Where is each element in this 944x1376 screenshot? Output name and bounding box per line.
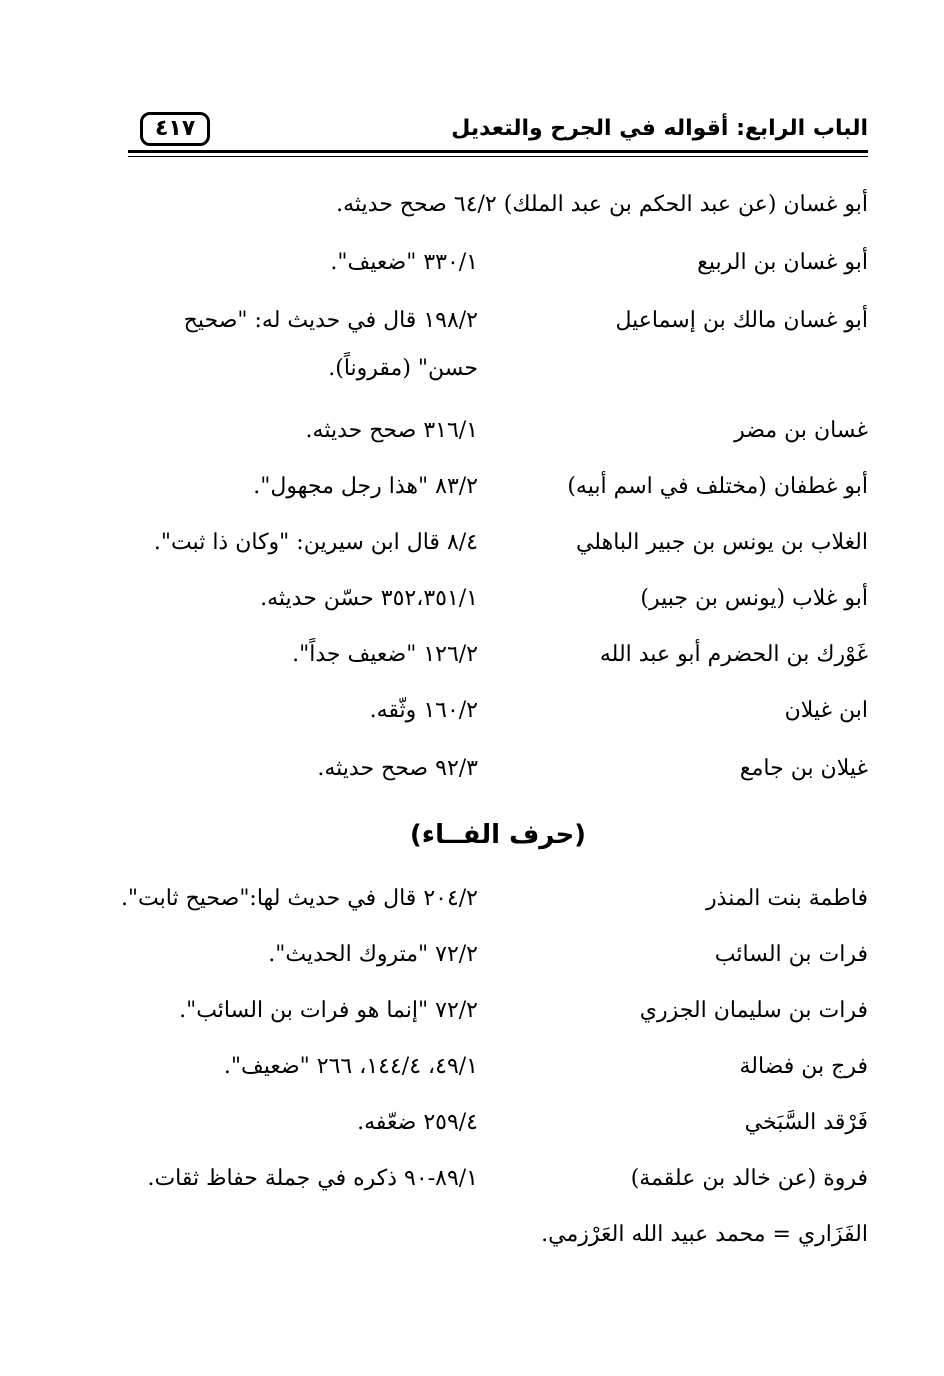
entry-reference: ١٢٦/٢ "ضعيف جداً". xyxy=(292,642,478,667)
entry-row xyxy=(128,470,868,530)
last-line: الفَزَاري = محمد عبيد الله العَرْزمي. xyxy=(541,1222,868,1247)
entry-reference: ٨/٤ قال ابن سيرين: "وكان ذا ثبت". xyxy=(153,530,478,555)
page-number: ٤١٧ xyxy=(140,112,210,146)
entry-row xyxy=(128,1050,868,1110)
entry-reference: ٨٣/٢ "هذا رجل مجهول". xyxy=(253,474,478,499)
entry-reference: ٧٢/٢ "متروك الحديث". xyxy=(268,942,478,967)
entry-name: أبو غسان بن الربيع xyxy=(697,250,868,275)
entry-row xyxy=(128,582,868,642)
entry-reference: ٢٠٤/٢ قال في حديث لها:"صحيح ثابت". xyxy=(120,886,478,911)
entry-name: غسان بن مضر xyxy=(734,418,868,443)
entry-row xyxy=(120,882,868,942)
entry-row xyxy=(128,304,868,414)
entry-row xyxy=(128,638,868,698)
entry-name: ابن غيلان xyxy=(784,698,868,723)
header-rule-thin xyxy=(128,156,868,157)
entry-reference-continued: حسن" (مقروناً). xyxy=(328,356,478,381)
entry-name: فرات بن سليمان الجزري xyxy=(639,998,868,1023)
entry-reference: ٤٩/١، ١٤٤/٤، ٢٦٦ "ضعيف". xyxy=(223,1054,478,1079)
entry-name: فرج بن فضالة xyxy=(739,1054,868,1079)
entry-row xyxy=(128,414,868,474)
entry-name: غَوْرك بن الحضرم أبو عبد الله xyxy=(599,642,868,667)
entry-reference: ٣٣٠/١ "ضعيف". xyxy=(330,250,478,275)
entry-reference: ٢٥٩/٤ ضعّفه. xyxy=(357,1110,478,1135)
entry-row xyxy=(128,1162,868,1222)
entry-reference: ٣٥٢،٣٥١/١ حسّن حديثه. xyxy=(260,586,478,611)
header-rule-thick xyxy=(128,150,868,153)
entry-row xyxy=(128,994,868,1054)
entry-name: أبو غطفان (مختلف في اسم أبيه) xyxy=(567,474,868,499)
entry-name: فروة (عن خالد بن علقمة) xyxy=(630,1166,868,1191)
entry-row xyxy=(128,694,868,754)
entry-reference: ١٩٨/٢ قال في حديث له: "صحيح xyxy=(183,308,478,333)
entry-name: فَرْقد السَّبَخي xyxy=(744,1110,868,1135)
first-line: أبو غسان (عن عبد الحكم بن عبد الملك) ٦٤/٢ صحح حديثه. xyxy=(336,192,868,217)
entry-name: فاطمة بنت المنذر xyxy=(706,886,868,911)
entry-row xyxy=(128,1106,868,1166)
entry-reference: ٧٢/٢ "إنما هو فرات بن السائب". xyxy=(179,998,478,1023)
entry-name: الغلاب بن يونس بن جبير الباهلي xyxy=(575,530,868,555)
section-heading: (حرف الفــاء) xyxy=(409,820,587,850)
entry-row xyxy=(128,526,868,586)
page-header xyxy=(128,110,868,150)
entry-reference: ٨٩/١-٩٠ ذكره في جملة حفاظ ثقات. xyxy=(147,1166,478,1191)
entry-reference: ٣١٦/١ صحح حديثه. xyxy=(305,418,478,443)
entry-row xyxy=(128,938,868,998)
entry-name: أبو غلاب (يونس بن جبير) xyxy=(640,586,868,611)
entry-row xyxy=(128,246,868,306)
entry-name: أبو غسان مالك بن إسماعيل xyxy=(615,308,868,333)
entry-reference: ٩٢/٣ صحح حديثه. xyxy=(317,756,478,781)
entry-name: غيلان بن جامع xyxy=(739,756,868,781)
entry-name: فرات بن السائب xyxy=(714,942,868,967)
entry-reference: ١٦٠/٢ وثّقه. xyxy=(369,698,478,723)
entry-row xyxy=(128,752,868,812)
chapter-title: الباب الرابع: أقواله في الجرح والتعديل xyxy=(451,116,868,141)
